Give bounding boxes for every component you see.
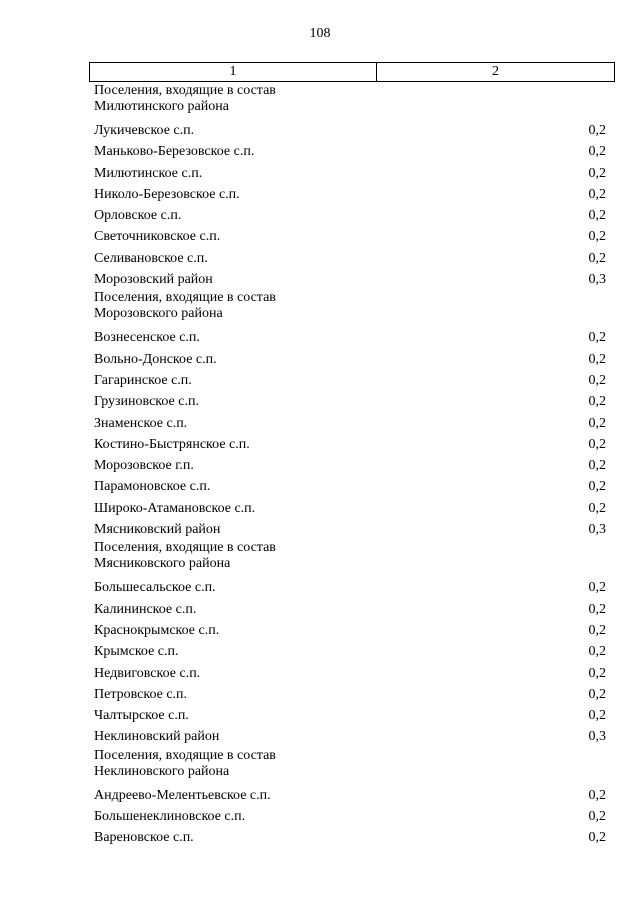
table-header-col-2: 2 (492, 64, 499, 79)
row-value: 0,2 (588, 644, 606, 660)
row-value: 0,2 (588, 708, 606, 724)
table-row (89, 519, 615, 540)
table-row (89, 498, 615, 519)
row-value: 0,2 (588, 250, 606, 266)
row-name: Петровское с.п. (94, 686, 188, 702)
row-name: Вареновское с.п. (94, 830, 194, 846)
row-name: Мясниковский район (94, 522, 221, 538)
row-name: Селивановское с.п. (94, 250, 208, 266)
row-name: Поселения, входящие в состав Милютинского района (94, 83, 276, 114)
table-row (89, 205, 615, 226)
row-value: 0,2 (588, 394, 606, 410)
row-name: Гагаринское с.п. (94, 372, 192, 388)
row-name: Широко-Атамановское с.п. (94, 500, 256, 516)
row-value: 0,2 (588, 415, 606, 431)
row-name: Лукичевское с.п. (94, 123, 195, 138)
row-name: Большенеклиновское с.п. (94, 809, 246, 825)
row-name: Знаменское с.п. (94, 415, 188, 431)
row-name: Поселения, входящие в состав Неклиновского района (94, 747, 276, 779)
row-name: Милютинское с.п. (94, 165, 203, 181)
table-row (89, 641, 615, 662)
row-value: 0,2 (588, 229, 606, 245)
row-value: 0,2 (588, 186, 606, 202)
row-value: 0,2 (588, 144, 606, 160)
table-row (89, 226, 615, 247)
row-name: Неклиновский район (94, 729, 220, 745)
row-value: 0,2 (588, 479, 606, 495)
row-value: 0,2 (588, 208, 606, 224)
row-name: Николо-Березовское с.п. (94, 186, 240, 202)
table-row (89, 806, 615, 827)
row-name: Светочниковское с.п. (94, 229, 221, 245)
row-value: 0,2 (588, 601, 606, 617)
row-name: Морозовский район (94, 272, 213, 288)
page-number: 108 (309, 26, 331, 41)
row-name: Парамоновское с.п. (94, 479, 211, 495)
table-header-row (89, 62, 615, 82)
row-value: 0,3 (588, 272, 606, 288)
table-group-row (89, 540, 615, 577)
table-row (89, 391, 615, 412)
row-value: 0,2 (588, 500, 606, 516)
row-value: 0,3 (588, 729, 606, 745)
row-name: Поселения, входящие в состав Морозовского района (94, 290, 276, 322)
table-row (89, 163, 615, 184)
row-value: 0,2 (588, 330, 606, 346)
row-value: 0,2 (588, 123, 606, 138)
table-row (89, 120, 615, 141)
table-row (89, 827, 615, 848)
table-row (89, 455, 615, 476)
row-value: 0,2 (588, 351, 606, 367)
row-value: 0,2 (588, 165, 606, 181)
row-value: 0,2 (588, 787, 606, 803)
table-row (89, 141, 615, 162)
row-name: Орловское с.п. (94, 208, 182, 224)
table-row (89, 327, 615, 348)
table-group-row (89, 83, 615, 120)
row-value: 0,2 (588, 809, 606, 825)
table-row (89, 434, 615, 455)
row-name: Калининское с.п. (94, 601, 197, 617)
table-row (89, 577, 615, 598)
row-value: 0,2 (588, 436, 606, 452)
row-name: Большесальское с.п. (94, 580, 216, 596)
row-value: 0,2 (588, 622, 606, 638)
row-name: Краснокрымское с.п. (94, 622, 220, 638)
table-row (89, 349, 615, 370)
table-row (89, 476, 615, 497)
row-name: Поселения, входящие в состав Мясниковского района (94, 540, 276, 572)
row-name: Чалтырское с.п. (94, 708, 189, 724)
table-row (89, 599, 615, 620)
row-value: 0,3 (588, 522, 606, 538)
table-group-row (89, 748, 615, 785)
row-name: Андреево-Мелентьевское с.п. (94, 787, 271, 803)
table-group-row (89, 290, 615, 327)
table-body (89, 82, 615, 849)
table-row (89, 370, 615, 391)
table-row (89, 663, 615, 684)
table-row (89, 184, 615, 205)
row-name: Вознесенское с.п. (94, 330, 200, 346)
row-name: Грузиновское с.п. (94, 394, 199, 410)
data-table (89, 62, 615, 849)
row-value: 0,2 (588, 686, 606, 702)
table-row (89, 684, 615, 705)
table-row (89, 726, 615, 747)
table-row (89, 269, 615, 290)
table-row (89, 248, 615, 269)
table-row (89, 785, 615, 806)
row-name: Костино-Быстрянское с.п. (94, 436, 250, 452)
row-name: Морозовское г.п. (94, 458, 194, 474)
row-name: Крымское с.п. (94, 644, 179, 660)
row-value: 0,2 (588, 372, 606, 388)
row-name: Маньково-Березовское с.п. (94, 144, 255, 160)
row-name: Недвиговское с.п. (94, 665, 201, 681)
row-value: 0,2 (588, 580, 606, 596)
row-value: 0,2 (588, 458, 606, 474)
table-row (89, 705, 615, 726)
row-value: 0,2 (588, 665, 606, 681)
table-row (89, 413, 615, 434)
table-row (89, 620, 615, 641)
table-header-col-1: 1 (90, 63, 377, 81)
row-name: Вольно-Донское с.п. (94, 351, 217, 367)
row-value: 0,2 (588, 830, 606, 846)
